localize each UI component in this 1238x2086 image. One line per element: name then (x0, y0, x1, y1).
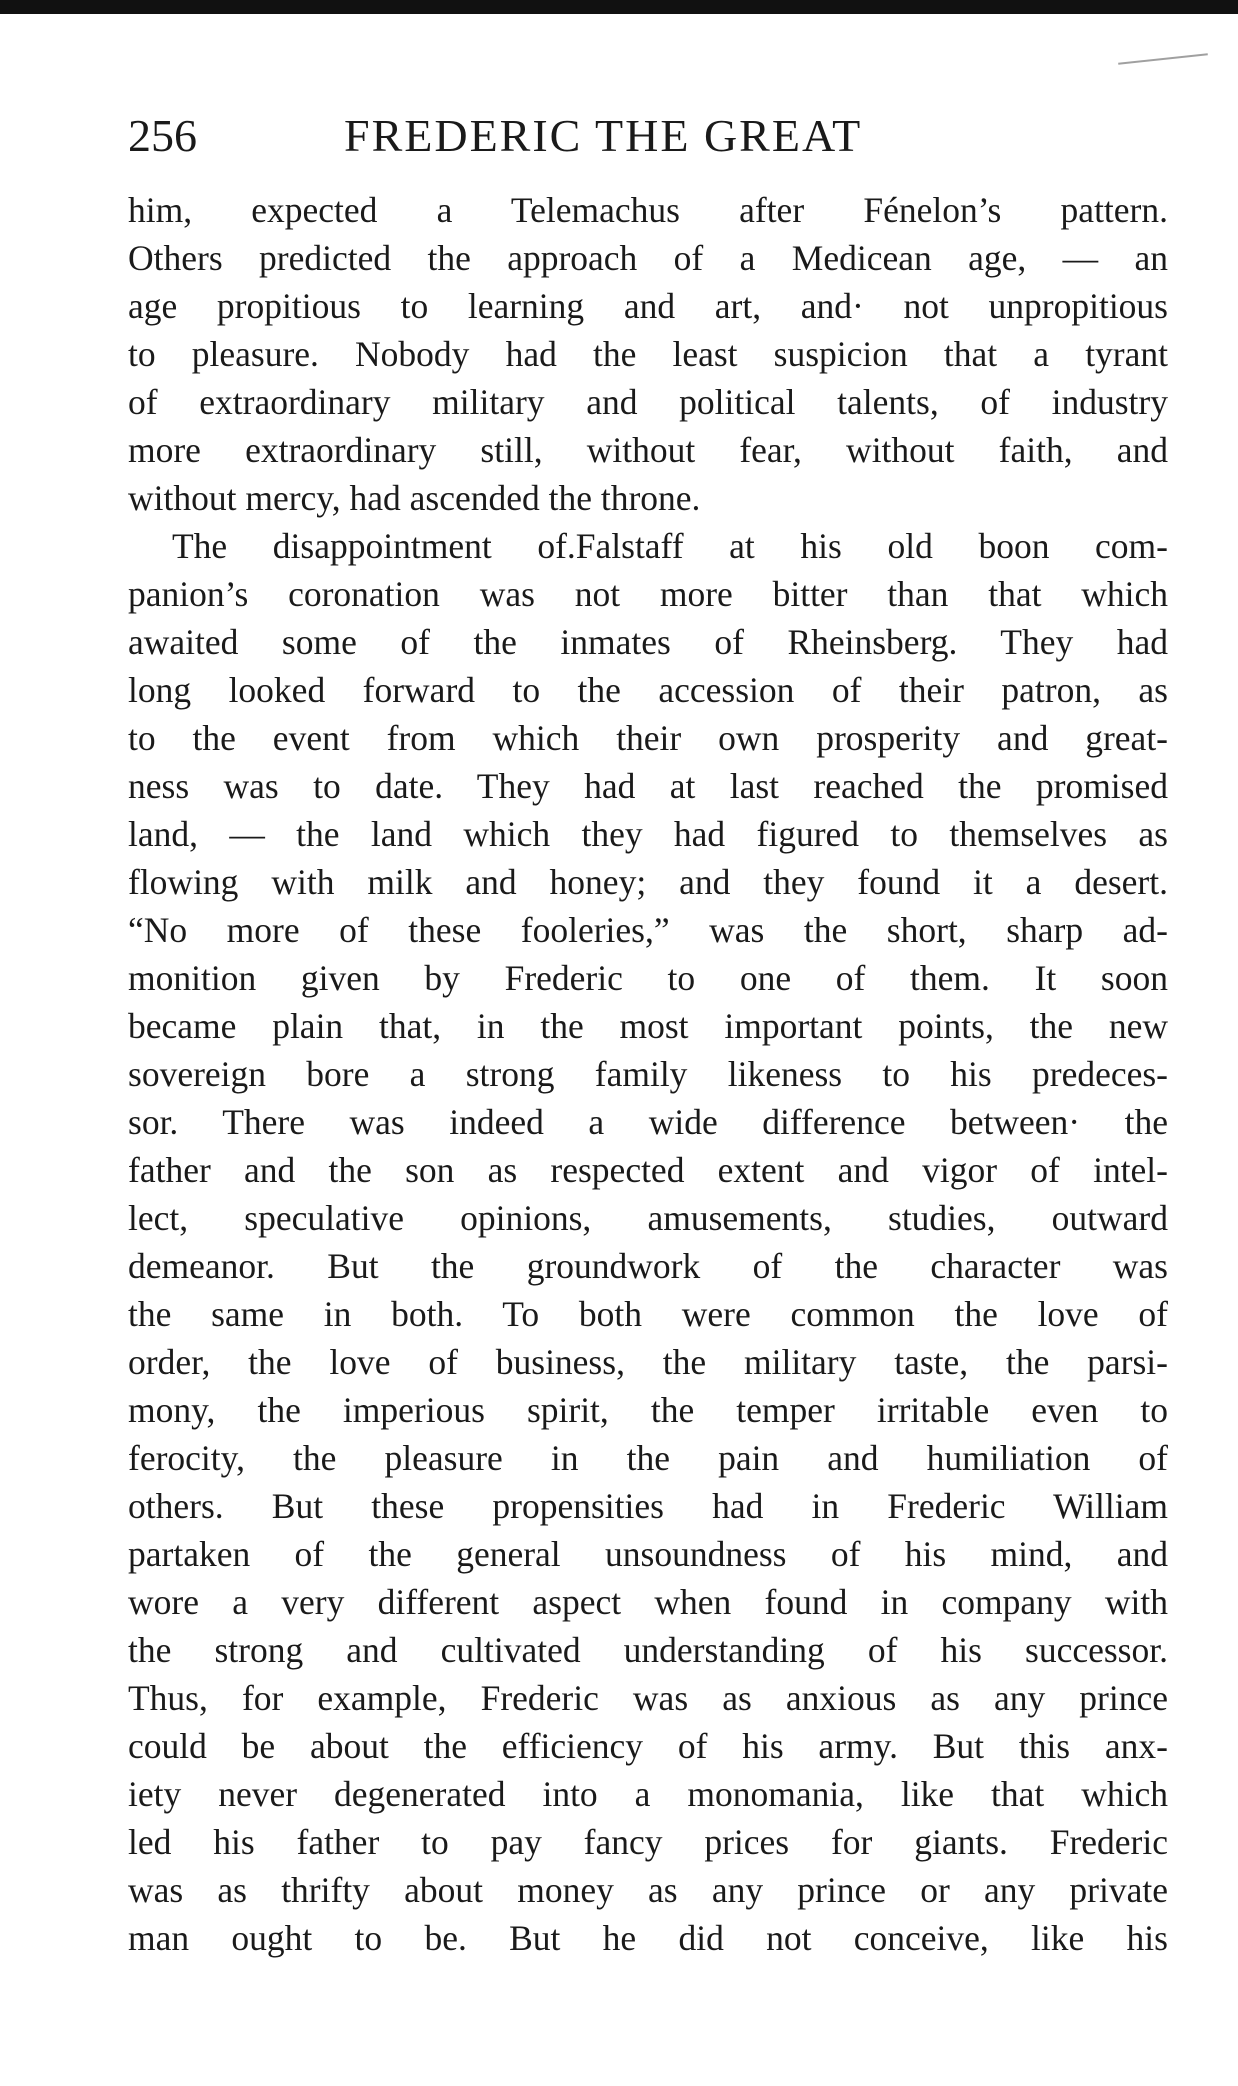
text-line: could be about the efficiency of his army. But this anx- (128, 1726, 1168, 1766)
text-line: others. But these propensities had in Frederic William (128, 1486, 1168, 1526)
body-text (128, 186, 1168, 1962)
text-line: awaited some of the inmates of Rheinsberg. They had (128, 622, 1168, 662)
text-line: demeanor. But the groundwork of the character was (128, 1246, 1168, 1286)
text-line: iety never degenerated into a monomania, like that which (128, 1774, 1168, 1814)
text-line: mony, the imperious spirit, the temper irritable even to (128, 1390, 1168, 1430)
text-line: The disappointment of.Falstaff at his old boon com- (172, 526, 1168, 566)
text-line: to pleasure. Nobody had the least suspicion that a tyrant (128, 334, 1168, 374)
text-line: partaken of the general unsoundness of his mind, and (128, 1534, 1168, 1574)
paragraph (128, 522, 1168, 1962)
scan-mark (1118, 53, 1208, 64)
text-line: sovereign bore a strong family likeness to his predeces- (128, 1054, 1168, 1094)
running-head: FREDERIC THE GREAT (344, 110, 863, 161)
text-line: Thus, for example, Frederic was as anxious as any prince (128, 1678, 1168, 1718)
paragraph (128, 186, 1168, 522)
text-line: him, expected a Telemachus after Fénelon’s pattern. (128, 190, 1168, 230)
text-line: land, — the land which they had figured to themselves as (128, 814, 1168, 854)
text-line: order, the love of business, the military taste, the parsi- (128, 1342, 1168, 1382)
text-line: age propitious to learning and art, and· not unpropitious (128, 286, 1168, 326)
text-line: man ought to be. But he did not conceive, like his (128, 1918, 1168, 1958)
text-line: became plain that, in the most important points, the new (128, 1006, 1168, 1046)
text-line: the same in both. To both were common the love of (128, 1294, 1168, 1334)
text-line: more extraordinary still, without fear, without faith, and (128, 430, 1168, 470)
text-line: led his father to pay fancy prices for giants. Frederic (128, 1822, 1168, 1862)
text-line: panion’s coronation was not more bitter than that which (128, 574, 1168, 614)
text-line: of extraordinary military and political talents, of industry (128, 382, 1168, 422)
text-line: the strong and cultivated understanding of his successor. (128, 1630, 1168, 1670)
text-line: wore a very different aspect when found in company with (128, 1582, 1168, 1622)
text-line: flowing with milk and honey; and they found it a desert. (128, 862, 1168, 902)
text-line: lect, speculative opinions, amusements, studies, outward (128, 1198, 1168, 1238)
text-line: ferocity, the pleasure in the pain and humiliation of (128, 1438, 1168, 1478)
page-number: 256 (128, 110, 197, 161)
text-line: Others predicted the approach of a Medicean age, — an (128, 238, 1168, 278)
text-line: to the event from which their own prosperity and great- (128, 718, 1168, 758)
text-line: was as thrifty about money as any prince or any private (128, 1870, 1168, 1910)
text-line: “No more of these fooleries,” was the short, sharp ad- (128, 910, 1168, 950)
page-header (128, 104, 1168, 168)
top-border-rule (0, 0, 1238, 14)
text-line: ness was to date. They had at last reached the promised (128, 766, 1168, 806)
text-line: father and the son as respected extent and vigor of intel- (128, 1150, 1168, 1190)
text-line: monition given by Frederic to one of them. It soon (128, 958, 1168, 998)
text-line: sor. There was indeed a wide difference between· the (128, 1102, 1168, 1142)
text-line: long looked forward to the accession of their patron, as (128, 670, 1168, 710)
text-line: without mercy, had ascended the throne. (128, 478, 701, 518)
